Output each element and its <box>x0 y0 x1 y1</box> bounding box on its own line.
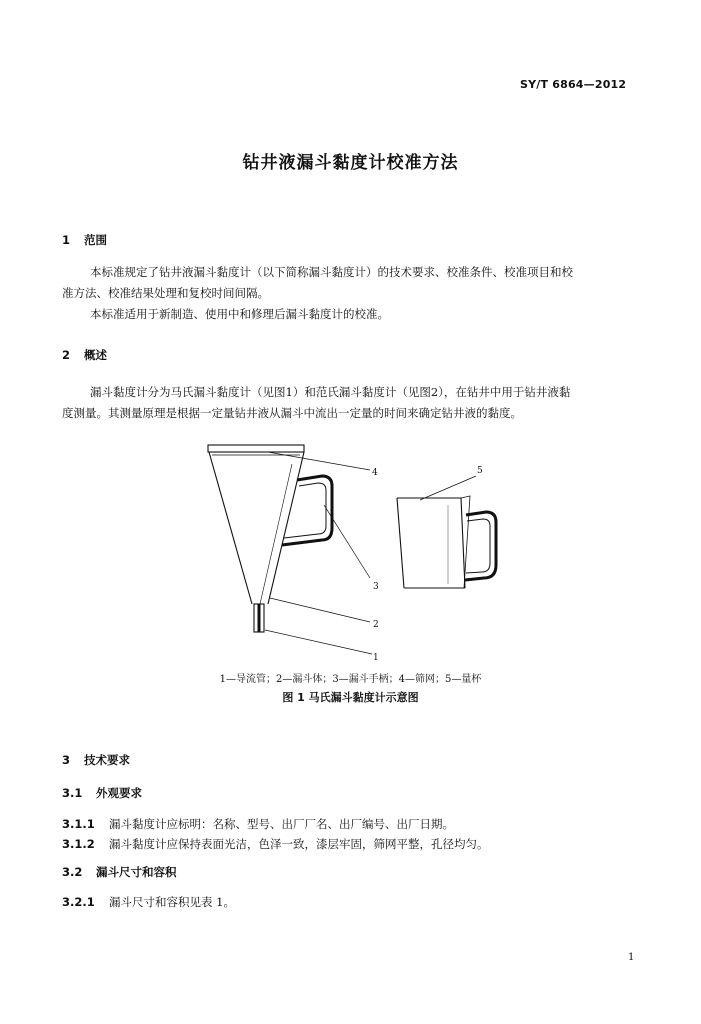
section-3-2-heading <box>62 864 177 880</box>
clause-3-2-1 <box>62 894 235 910</box>
clause-number: 3.1.2 <box>62 837 95 851</box>
section-3-heading <box>62 752 130 768</box>
outlet-tube-drawing <box>254 604 264 632</box>
figure-label-1: 1 <box>373 653 379 663</box>
section-1-para-1-line-2: 准方法、校准结果处理和复校时间间隔。 <box>62 286 269 300</box>
section-title: 技术要求 <box>84 753 130 767</box>
funnel-handle-drawing <box>282 476 332 545</box>
section-number: 3.2 <box>62 865 83 879</box>
figure-label-2: 2 <box>373 620 379 630</box>
section-2-para-line-2: 度测量。其测量原理是根据一定量钻井液从漏斗中流出一定量的时间来确定钻井液的黏度。 <box>62 406 522 420</box>
figure-label-5: 5 <box>477 466 483 476</box>
section-title: 概述 <box>84 348 107 362</box>
section-2-para-line-1: 漏斗黏度计分为马氏漏斗黏度计（见图1）和范氏漏斗黏度计（见图2），在钻井中用于钻井液黏 <box>90 385 571 399</box>
section-title: 外观要求 <box>96 786 142 800</box>
figure-legend: 1—导流管；2—漏斗体；3—漏斗手柄；4—筛网；5—量杯 <box>219 674 482 685</box>
figure-label-3: 3 <box>373 582 379 592</box>
page-number: 1 <box>628 952 635 963</box>
section-1-para-2: 本标准适用于新制造、使用中和修理后漏斗黏度计的校准。 <box>90 307 389 321</box>
clause-text: 漏斗黏度计应标明：名称、型号、出厂厂名、出厂编号、出厂日期。 <box>109 817 454 831</box>
figure-label-4: 4 <box>372 468 378 478</box>
funnel-body-drawing <box>208 445 304 604</box>
clause-text: 漏斗尺寸和容积见表 1。 <box>109 895 235 909</box>
measuring-cup-drawing <box>397 496 496 588</box>
clause-number: 3.2.1 <box>62 895 95 909</box>
document-title: 钻井液漏斗黏度计校准方法 <box>242 153 459 173</box>
section-number: 1 <box>62 233 71 247</box>
section-3-1-heading <box>62 785 142 801</box>
clause-3-1-1 <box>62 816 454 832</box>
section-number: 3 <box>62 753 71 767</box>
standard-number: SY/T 6864—2012 <box>520 78 627 91</box>
clause-3-1-2 <box>62 836 489 852</box>
clause-number: 3.1.1 <box>62 817 95 831</box>
section-number: 3.1 <box>62 786 83 800</box>
section-1-para-1-line-1: 本标准规定了钻井液漏斗黏度计（以下简称漏斗黏度计）的技术要求、校准条件、校准项目和校 <box>90 265 573 279</box>
section-title: 范围 <box>84 233 107 247</box>
figure-title: 图 1 马氏漏斗黏度计示意图 <box>282 691 419 704</box>
section-number: 2 <box>62 348 71 362</box>
section-title: 漏斗尺寸和容积 <box>96 865 177 879</box>
clause-text: 漏斗黏度计应保持表面光洁，色泽一致，漆层牢固，筛网平整，孔径均匀。 <box>109 837 489 851</box>
